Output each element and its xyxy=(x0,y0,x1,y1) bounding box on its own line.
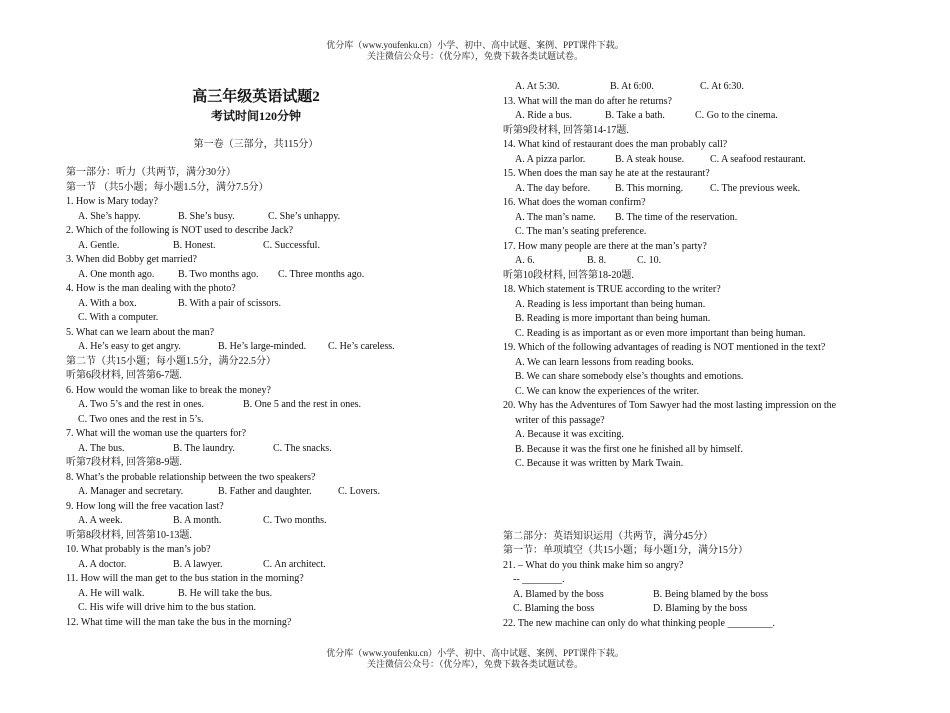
material-9: 听第9段材料, 回答第14-17题. xyxy=(503,124,629,136)
option: A. Ride a bus. xyxy=(515,110,572,121)
left-column xyxy=(66,88,476,630)
volume-title: 第一卷（三部分，共115分） xyxy=(193,139,319,150)
question-18-option-a: A. Reading is less important than being human. xyxy=(515,298,706,310)
option: A. She’s happy. xyxy=(78,210,141,222)
page-header xyxy=(0,40,950,62)
option: A. Two 5’s and the rest in ones. xyxy=(78,399,205,410)
option: A. At 5:30. xyxy=(515,81,560,92)
option: C. The previous week. xyxy=(710,182,801,194)
question-6-option-c: C. Two ones and the rest in 5’s. xyxy=(78,413,204,425)
question-19-option-a: A. We can learn lessons from reading books. xyxy=(515,356,694,368)
question-21-options-cd xyxy=(503,602,903,617)
question-6: 6. How would the woman like to break the money? xyxy=(66,384,271,396)
question-10-options xyxy=(66,558,476,573)
question-20-option-b: B. Because it was the first one he finished all by himself. xyxy=(515,443,744,455)
question-20: 20. Why has the Adventures of Tom Sawyer had the most lasting impression on the xyxy=(503,400,837,411)
material-6: 听第6段材料, 回答第6-7题. xyxy=(66,370,182,381)
option: C. A seafood restaurant. xyxy=(710,153,806,165)
question-13-options xyxy=(503,109,903,124)
option: C. Blaming the boss xyxy=(513,603,595,614)
question-19-option-b: B. We can share somebody else’s thoughts and emotions. xyxy=(515,371,744,382)
question-9-options xyxy=(66,514,476,529)
option: B. This morning. xyxy=(615,182,684,194)
question-11-option-c: C. His wife will drive him to the bus station. xyxy=(78,602,257,613)
footer-line-2: 关注微信公众号：（优分库），免费下载各类试题试卷。 xyxy=(366,659,583,669)
option: B. Being blamed by the boss xyxy=(653,588,768,600)
question-14: 14. What kind of restaurant does the man probably call? xyxy=(503,139,728,150)
question-13: 13. What will the man do after he returns? xyxy=(503,95,672,107)
question-15: 15. When does the man say he ate at the restaurant? xyxy=(503,168,710,179)
option: B. The time of the reservation. xyxy=(615,211,738,223)
question-16: 16. What does the woman confirm? xyxy=(503,197,646,208)
question-15-options xyxy=(503,182,903,197)
option: C. She’s unhappy. xyxy=(268,210,341,222)
option: C. Lovers. xyxy=(338,486,380,497)
question-21-response: -- ________. xyxy=(513,574,565,585)
option: B. Take a bath. xyxy=(605,110,665,121)
page-footer xyxy=(0,648,950,670)
question-4-option-c: C. With a computer. xyxy=(78,312,159,323)
question-1: 1. How is Mary today? xyxy=(66,196,158,207)
question-21-options-ab xyxy=(503,588,903,603)
option: B. A month. xyxy=(173,515,222,526)
question-4-options xyxy=(66,297,476,312)
option: C. He’s careless. xyxy=(328,341,395,352)
question-22: 22. The new machine can only do what thinking people _________. xyxy=(503,617,775,629)
question-14-options xyxy=(503,153,903,168)
option: A. The bus. xyxy=(78,442,125,454)
option: B. Father and daughter. xyxy=(218,486,312,497)
material-7: 听第7段材料, 回答第8-9题. xyxy=(66,457,182,468)
material-8: 听第8段材料, 回答第10-13题. xyxy=(66,529,192,541)
part-two-heading: 第二部分：英语知识运用（共两节，满分45分） xyxy=(503,530,713,542)
question-4: 4. How is the man dealing with the photo? xyxy=(66,283,236,294)
option: C. Successful. xyxy=(263,239,320,251)
question-19-option-c: C. We can know the experiences of the writer. xyxy=(515,385,699,397)
option: C. The snacks. xyxy=(273,442,332,454)
option: A. He will walk. xyxy=(78,587,145,599)
option: A. 6. xyxy=(515,255,535,266)
option: A. The man’s name. xyxy=(515,211,596,223)
question-20-continued: writer of this passage? xyxy=(515,414,605,426)
section-one-heading: 第一节 （共5小题；每小题1.5分，满分7.5分） xyxy=(66,181,269,193)
question-16-options xyxy=(503,211,903,226)
option: C. 10. xyxy=(637,255,662,266)
question-8: 8. What’s the probable relationship between the two speakers? xyxy=(66,471,316,483)
question-18-option-c: C. Reading is as important as or even more important than being human. xyxy=(515,327,806,339)
option: B. The laundry. xyxy=(173,442,235,454)
question-17: 17. How many people are there at the man’s party? xyxy=(503,240,707,252)
question-17-options xyxy=(503,254,903,269)
option: B. She’s busy. xyxy=(178,210,235,222)
question-5-options xyxy=(66,340,476,355)
question-11-options xyxy=(66,587,476,602)
option: B. At 6:00. xyxy=(610,81,654,92)
single-choice-heading: 第一节：单项填空（共15小题；每小题1分，满分15分） xyxy=(503,545,748,556)
option: B. One 5 and the rest in ones. xyxy=(243,399,362,410)
question-7-options xyxy=(66,442,476,457)
question-11: 11. How will the man get to the bus station in the morning? xyxy=(66,573,304,584)
footer-line-1: 优分库（www.youfenku.cn）小学、初中、高中试题、案例、PPT课件下载。 xyxy=(326,648,624,658)
question-12-options xyxy=(503,80,903,95)
option: A. One month ago. xyxy=(78,268,155,280)
option: A. Manager and secretary. xyxy=(78,486,184,497)
option: B. A steak house. xyxy=(615,153,685,165)
option: C. At 6:30. xyxy=(700,81,744,92)
right-column xyxy=(503,80,903,631)
question-12: 12. What time will the man take the bus in the morning? xyxy=(66,616,292,628)
exam-title: 高三年级英语试题2 xyxy=(192,89,320,105)
question-3-options xyxy=(66,268,476,283)
material-10: 听第10段材料, 回答第18-20题. xyxy=(503,269,634,281)
option: C. An architect. xyxy=(263,558,326,570)
question-6-options xyxy=(66,398,476,413)
question-20-option-a: A. Because it was exciting. xyxy=(515,429,624,440)
question-1-options xyxy=(66,210,476,225)
option: A. He’s easy to get angry. xyxy=(78,341,181,352)
option: B. Honest. xyxy=(173,239,216,251)
question-2-options xyxy=(66,239,476,254)
question-18-option-b: B. Reading is more important than being human. xyxy=(515,313,711,324)
option: C. Two months. xyxy=(263,515,327,526)
question-20-option-c: C. Because it was written by Mark Twain. xyxy=(515,458,684,469)
option: A. With a box. xyxy=(78,297,137,309)
question-5: 5. What can we learn about the man? xyxy=(66,326,215,338)
option: D. Blaming by the boss xyxy=(653,603,748,614)
option: B. A lawyer. xyxy=(173,558,223,570)
header-line-1: 优分库（www.youfenku.cn）小学、初中、高中试题、案例、PPT课件下载。 xyxy=(326,40,624,50)
option: B. He’s large-minded. xyxy=(218,341,307,352)
question-21: 21. – What do you think make him so angry? xyxy=(503,559,684,571)
option: C. Go to the cinema. xyxy=(695,110,778,121)
option: B. With a pair of scissors. xyxy=(178,297,282,309)
question-9: 9. How long will the free vacation last? xyxy=(66,500,224,512)
part-one-heading: 第一部分：听力（共两节，满分30分） xyxy=(66,167,236,178)
section-two-heading: 第二节（共15小题；每小题1.5分，满分22.5分） xyxy=(66,355,276,367)
exam-time: 考试时间120分钟 xyxy=(210,109,301,123)
header-line-2: 关注微信公众号：（优分库），免费下载各类试题试卷。 xyxy=(366,51,583,61)
option: A. Gentle. xyxy=(78,239,120,251)
option: A. A pizza parlor. xyxy=(515,153,586,165)
option: B. 8. xyxy=(587,255,607,266)
question-18: 18. Which statement is TRUE according to the writer? xyxy=(503,284,721,295)
option: A. Blamed by the boss xyxy=(513,588,604,600)
option: A. A doctor. xyxy=(78,558,127,570)
option: A. A week. xyxy=(78,515,123,526)
question-16-option-c: C. The man’s seating preference. xyxy=(515,226,647,237)
question-8-options xyxy=(66,485,476,500)
option: B. Two months ago. xyxy=(178,268,259,280)
question-7: 7. What will the woman use the quarters for? xyxy=(66,428,247,439)
question-10: 10. What probably is the man’s job? xyxy=(66,544,211,555)
question-3: 3. When did Bobby get married? xyxy=(66,254,197,265)
question-19: 19. Which of the following advantages of reading is NOT mentioned in the text? xyxy=(503,342,826,353)
option: A. The day before. xyxy=(515,182,591,194)
question-2: 2. Which of the following is NOT used to describe Jack? xyxy=(66,225,294,236)
option: B. He will take the bus. xyxy=(178,587,273,599)
option: C. Three months ago. xyxy=(278,268,365,280)
